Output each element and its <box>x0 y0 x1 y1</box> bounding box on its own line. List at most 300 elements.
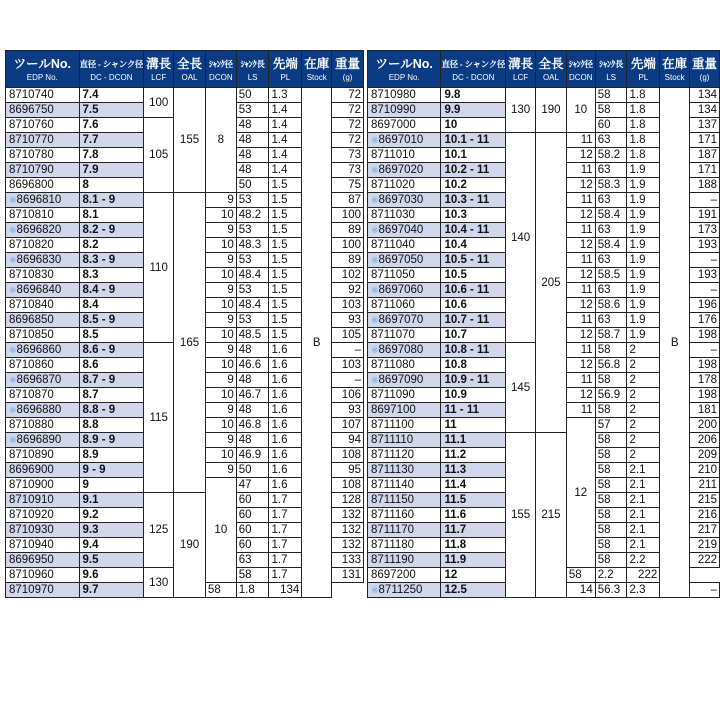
pl-cell: 2.2 <box>627 553 660 568</box>
edp-cell <box>367 148 440 163</box>
col-header-stock-label: 在庫 <box>304 56 330 71</box>
mark-symbol: ※ <box>370 285 379 295</box>
stock-cell: B <box>660 88 690 598</box>
diameter-cell: 8.4 - 9 <box>79 283 144 298</box>
ls-cell: 56.9 <box>595 388 627 403</box>
ls-cell: 48 <box>236 433 269 448</box>
edp-cell <box>367 373 440 388</box>
mark-symbol: ※ <box>370 165 379 175</box>
ls-cell: 47 <box>236 478 269 493</box>
mark-symbol: ※ <box>9 405 17 415</box>
edp-cell <box>367 553 440 568</box>
dcon-cell: 11 <box>566 283 595 298</box>
weight-cell: 134 <box>690 88 720 103</box>
table-row <box>6 88 364 103</box>
diameter-cell: 10.3 <box>441 208 506 223</box>
lcf-cell: 130 <box>506 88 536 133</box>
edp-cell <box>367 298 440 313</box>
edp-number: 8711150 <box>370 494 415 506</box>
weight-cell: 107 <box>332 418 364 433</box>
weight-cell: 211 <box>690 478 720 493</box>
spec-table-left <box>5 50 364 598</box>
pl-cell: 1.6 <box>269 388 302 403</box>
oal-cell: 205 <box>536 133 567 433</box>
dcon-cell: 9 <box>205 433 236 448</box>
diameter-cell: 7.5 <box>79 103 144 118</box>
pl-cell: 1.7 <box>269 523 302 538</box>
edp-cell <box>6 478 80 493</box>
edp-cell <box>6 328 80 343</box>
ls-cell: 63 <box>595 133 627 148</box>
diameter-cell: 10.7 - 11 <box>441 313 506 328</box>
ls-cell: 58 <box>595 88 627 103</box>
diameter-cell: 8.1 <box>79 208 144 223</box>
diameter-cell: 8.4 <box>79 298 144 313</box>
col-header-ls-label: ｼｬﾝｸ長 <box>599 58 624 69</box>
diameter-cell: 11.5 <box>441 493 506 508</box>
dcon-cell: 10 <box>205 448 236 463</box>
edp-number: 8711110 <box>370 434 414 446</box>
dcon-cell: 11 <box>566 253 595 268</box>
pl-cell: 1.8 <box>627 118 660 133</box>
pl-cell: 1.6 <box>269 463 302 478</box>
edp-number: 8697000 <box>370 119 416 131</box>
edp-number: 8711080 <box>370 359 415 371</box>
pl-cell: 1.7 <box>269 508 302 523</box>
oal-cell: 155 <box>174 88 206 193</box>
weight-cell: 217 <box>690 523 720 538</box>
col-header-stock-sub: Stock <box>664 72 685 82</box>
spec-table-right <box>367 50 720 598</box>
diameter-cell: 11.6 <box>441 508 506 523</box>
col-header-diameter-label: 直径 - シャンク径 <box>441 58 506 69</box>
diameter-cell: 9.5 <box>79 553 144 568</box>
col-header-lcf <box>144 51 174 88</box>
edp-number: 8710850 <box>9 329 54 341</box>
ls-cell: 48 <box>236 148 269 163</box>
edp-number: 8710930 <box>9 524 54 536</box>
edp-number: 8710840 <box>9 299 54 311</box>
weight-cell: 87 <box>332 193 364 208</box>
pl-cell: 1.6 <box>269 403 302 418</box>
edp-number: 8711050 <box>370 269 415 281</box>
ls-cell: 58.6 <box>595 298 627 313</box>
diameter-cell: 9.7 <box>79 583 144 598</box>
col-header-oal <box>174 51 206 88</box>
edp-number: 8696840 <box>16 284 62 296</box>
dcon-cell: 11 <box>566 193 595 208</box>
lcf-cell: 155 <box>506 433 536 598</box>
edp-number: 8711040 <box>370 239 415 251</box>
dcon-cell: 9 <box>205 223 236 238</box>
ls-cell: 58.7 <box>595 328 627 343</box>
edp-cell <box>6 208 80 223</box>
dcon-cell: 9 <box>205 343 236 358</box>
edp-number: 8711170 <box>370 524 415 536</box>
col-header-weight <box>332 51 364 88</box>
col-header-dcon-label: ｼｬﾝｸ径 <box>208 58 233 69</box>
mark-symbol: ※ <box>370 375 379 385</box>
dcon-cell: 14 <box>566 583 595 598</box>
edp-number: 8710910 <box>9 494 54 506</box>
weight-cell: – <box>690 253 720 268</box>
diameter-cell: 8.9 <box>79 448 144 463</box>
pl-cell: 2.1 <box>627 493 660 508</box>
weight-cell: 171 <box>690 163 720 178</box>
weight-cell: 187 <box>690 148 720 163</box>
edp-cell <box>367 523 440 538</box>
weight-cell: 72 <box>332 133 364 148</box>
diameter-cell: 10.2 <box>441 178 506 193</box>
weight-cell: 93 <box>332 403 364 418</box>
ls-cell: 63 <box>595 283 627 298</box>
dcon-cell: 10 <box>566 88 595 133</box>
col-header-weight-sub: (g) <box>699 72 710 82</box>
lcf-cell: 125 <box>144 493 174 568</box>
ls-cell: 58 <box>595 103 627 118</box>
edp-number: 8696830 <box>16 254 62 266</box>
edp-number: 8711070 <box>370 329 415 341</box>
mark-symbol: ※ <box>370 135 379 145</box>
edp-number: 8710870 <box>9 389 54 401</box>
weight-cell: 198 <box>690 328 720 343</box>
diameter-cell: 9.3 <box>79 523 144 538</box>
weight-cell: 89 <box>332 253 364 268</box>
diameter-cell: 10.4 <box>441 238 506 253</box>
col-header-weight-label: 重量 <box>335 56 361 71</box>
weight-cell: 193 <box>690 268 720 283</box>
edp-number: 8710990 <box>370 104 416 116</box>
edp-number: 8697010 <box>378 134 424 146</box>
ls-cell: 58 <box>595 493 627 508</box>
weight-cell: 103 <box>332 298 364 313</box>
edp-number: 8710860 <box>9 359 54 371</box>
diameter-cell: 8.3 <box>79 268 144 283</box>
weight-cell: 188 <box>690 178 720 193</box>
weight-cell: 132 <box>332 523 364 538</box>
diameter-cell: 8.5 - 9 <box>79 313 144 328</box>
diameter-cell: 11.1 <box>441 433 506 448</box>
weight-cell: 222 <box>690 553 720 568</box>
edp-number: 8697040 <box>378 224 424 236</box>
edp-number: 8711130 <box>370 464 415 476</box>
dcon-cell: 12 <box>566 388 595 403</box>
edp-number: 8710760 <box>9 119 54 131</box>
dcon-cell: 12 <box>566 418 595 568</box>
edp-number: 8697080 <box>378 344 424 356</box>
ls-cell: 50 <box>236 178 269 193</box>
edp-cell <box>6 268 80 283</box>
weight-cell: 209 <box>690 448 720 463</box>
dcon-cell: 9 <box>205 283 236 298</box>
weight-cell: 193 <box>690 238 720 253</box>
edp-number: 8711030 <box>370 209 415 221</box>
pl-cell: 1.7 <box>269 568 302 583</box>
edp-cell <box>367 178 440 193</box>
weight-cell: 137 <box>690 118 720 133</box>
col-header-lcf-label: 溝長 <box>146 56 172 71</box>
edp-cell <box>6 568 80 583</box>
ls-cell: 58.4 <box>595 208 627 223</box>
oal-cell: 190 <box>174 493 206 598</box>
pl-cell: 1.6 <box>269 343 302 358</box>
col-header-lcf-sub: LCF <box>151 72 167 82</box>
ls-cell: 48.3 <box>236 238 269 253</box>
lcf-cell: 110 <box>144 193 174 343</box>
weight-cell: 100 <box>332 208 364 223</box>
ls-cell: 58 <box>205 583 236 598</box>
lcf-cell: 145 <box>506 343 536 433</box>
mark-symbol: ※ <box>9 345 17 355</box>
diameter-cell: 11 <box>441 418 506 433</box>
pl-cell: 1.6 <box>269 358 302 373</box>
edp-number: 8710790 <box>9 164 54 176</box>
weight-cell: 134 <box>269 583 302 598</box>
col-header-pl-label: 先端 <box>630 56 656 71</box>
weight-cell: 198 <box>690 388 720 403</box>
weight-cell: 191 <box>690 208 720 223</box>
weight-cell: 93 <box>332 313 364 328</box>
edp-cell <box>6 133 80 148</box>
col-header-weight-label: 重量 <box>692 56 718 71</box>
edp-cell <box>367 133 440 148</box>
edp-cell <box>367 478 440 493</box>
col-header-weight-sub: (g) <box>342 72 353 82</box>
ls-cell: 53 <box>236 313 269 328</box>
edp-number: 8711160 <box>370 509 415 521</box>
edp-number: 8696820 <box>16 224 62 236</box>
diameter-cell: 8.7 <box>79 388 144 403</box>
edp-cell <box>367 88 440 103</box>
pl-cell: 1.4 <box>269 148 302 163</box>
weight-cell: 134 <box>690 103 720 118</box>
ls-cell: 48.4 <box>236 268 269 283</box>
edp-cell <box>6 403 80 418</box>
mark-symbol: ※ <box>370 195 379 205</box>
edp-number: 8696850 <box>9 314 54 326</box>
stock-cell: B <box>302 88 332 598</box>
dcon-cell: 10 <box>205 358 236 373</box>
edp-cell <box>6 373 80 388</box>
edp-number: 8696860 <box>16 344 62 356</box>
edp-cell <box>367 163 440 178</box>
ls-cell: 48 <box>236 403 269 418</box>
lcf-cell: 140 <box>506 133 536 343</box>
edp-number: 8710960 <box>9 569 54 581</box>
pl-cell: 1.9 <box>627 268 660 283</box>
edp-cell <box>367 343 440 358</box>
diameter-cell: 10.3 - 11 <box>441 193 506 208</box>
edp-cell <box>367 388 440 403</box>
pl-cell: 1.8 <box>627 133 660 148</box>
pl-cell: 1.4 <box>269 163 302 178</box>
ls-cell: 57 <box>595 418 627 433</box>
edp-number: 8696880 <box>16 404 62 416</box>
weight-cell: 178 <box>690 373 720 388</box>
ls-cell: 60 <box>236 538 269 553</box>
diameter-cell: 9.2 <box>79 508 144 523</box>
ls-cell: 48.2 <box>236 208 269 223</box>
lcf-cell: 105 <box>144 118 174 193</box>
diameter-cell: 8 <box>79 178 144 193</box>
weight-cell: 103 <box>332 358 364 373</box>
diameter-cell: 8.8 <box>79 418 144 433</box>
ls-cell: 58 <box>236 568 269 583</box>
edp-number: 8696810 <box>16 194 62 206</box>
ls-cell: 53 <box>236 253 269 268</box>
dcon-cell: 10 <box>205 388 236 403</box>
weight-cell: 132 <box>332 508 364 523</box>
col-header-lcf-sub: LCF <box>513 72 529 82</box>
weight-cell: 171 <box>690 133 720 148</box>
diameter-cell: 8.2 <box>79 238 144 253</box>
dcon-cell: 10 <box>205 478 236 583</box>
ls-cell: 48 <box>236 343 269 358</box>
pl-cell: 1.5 <box>269 298 302 313</box>
pl-cell: 1.5 <box>269 208 302 223</box>
dcon-cell: 12 <box>566 178 595 193</box>
pl-cell: 1.9 <box>627 298 660 313</box>
edp-cell <box>6 163 80 178</box>
diameter-cell: 10.8 - 11 <box>441 343 506 358</box>
weight-cell: 210 <box>690 463 720 478</box>
oal-cell: 165 <box>174 193 206 493</box>
pl-cell: 1.8 <box>236 583 269 598</box>
edp-number: 8710980 <box>370 89 416 101</box>
edp-cell <box>6 388 80 403</box>
header-row <box>367 51 719 88</box>
pl-cell: 1.4 <box>269 103 302 118</box>
edp-cell <box>6 493 80 508</box>
pl-cell: 2 <box>627 388 660 403</box>
diameter-cell: 10.4 - 11 <box>441 223 506 238</box>
ls-cell: 56.3 <box>595 583 627 598</box>
pl-cell: 1.5 <box>269 178 302 193</box>
lcf-cell: 115 <box>144 343 174 493</box>
weight-cell: 219 <box>690 538 720 553</box>
edp-cell <box>6 448 80 463</box>
edp-number: 8696890 <box>16 434 62 446</box>
edp-number: 8697060 <box>378 284 424 296</box>
diameter-cell: 8.8 - 9 <box>79 403 144 418</box>
pl-cell: 2.2 <box>595 568 627 583</box>
col-header-diameter <box>79 51 144 88</box>
edp-cell <box>367 463 440 478</box>
dcon-cell: 9 <box>205 403 236 418</box>
edp-cell <box>6 88 80 103</box>
weight-cell: 176 <box>690 313 720 328</box>
edp-number: 8711090 <box>370 389 415 401</box>
diameter-cell: 9 - 9 <box>79 463 144 478</box>
pl-cell: 1.9 <box>627 238 660 253</box>
weight-cell: – <box>690 283 720 298</box>
pl-cell: 2 <box>627 433 660 448</box>
ls-cell: 50 <box>236 88 269 103</box>
diameter-cell: 8.7 - 9 <box>79 373 144 388</box>
mark-symbol: ※ <box>9 375 17 385</box>
ls-cell: 56.8 <box>595 358 627 373</box>
dcon-cell: 9 <box>205 253 236 268</box>
ls-cell: 58 <box>595 478 627 493</box>
edp-number: 8710830 <box>9 269 54 281</box>
diameter-cell: 10.1 - 11 <box>441 133 506 148</box>
edp-cell <box>367 253 440 268</box>
dcon-cell: 11 <box>566 313 595 328</box>
pl-cell: 1.3 <box>269 88 302 103</box>
edp-number: 8696950 <box>9 554 54 566</box>
pl-cell: 1.9 <box>627 208 660 223</box>
edp-cell <box>6 433 80 448</box>
col-header-ls-sub: LS <box>247 72 258 82</box>
dcon-cell: 11 <box>566 403 595 418</box>
dcon-cell: 10 <box>205 268 236 283</box>
edp-cell <box>6 178 80 193</box>
oal-cell: 215 <box>536 433 567 598</box>
diameter-cell: 11.9 <box>441 553 506 568</box>
ls-cell: 58.3 <box>595 178 627 193</box>
pl-cell: 2.1 <box>627 478 660 493</box>
diameter-cell: 7.6 <box>79 118 144 133</box>
pl-cell: 1.5 <box>269 268 302 283</box>
edp-cell <box>6 103 80 118</box>
edp-cell <box>367 193 440 208</box>
ls-cell: 58.5 <box>595 268 627 283</box>
pl-cell: 1.5 <box>269 193 302 208</box>
diameter-cell: 10.2 - 11 <box>441 163 506 178</box>
dcon-cell: 12 <box>566 148 595 163</box>
col-header-ls-label: ｼｬﾝｸ長 <box>240 58 265 69</box>
ls-cell: 63 <box>595 163 627 178</box>
ls-cell: 58 <box>595 343 627 358</box>
edp-cell <box>367 448 440 463</box>
weight-cell: 196 <box>690 298 720 313</box>
weight-cell: 132 <box>332 538 364 553</box>
header-row <box>6 51 364 88</box>
diameter-cell: 9.1 <box>79 493 144 508</box>
col-header-weight <box>690 51 720 88</box>
pl-cell: 1.9 <box>627 328 660 343</box>
edp-cell <box>367 583 440 598</box>
mark-symbol: ※ <box>370 225 379 235</box>
edp-number: 8711190 <box>370 554 415 566</box>
diameter-cell: 11.3 <box>441 463 506 478</box>
diameter-cell: 11.8 <box>441 538 506 553</box>
edp-number: 8710940 <box>9 539 54 551</box>
mark-symbol: ※ <box>370 315 379 325</box>
ls-cell: 48 <box>236 373 269 388</box>
col-header-dcon <box>566 51 595 88</box>
edp-number: 8711140 <box>370 479 415 491</box>
mark-symbol: ※ <box>9 225 17 235</box>
edp-cell <box>6 223 80 238</box>
diameter-cell: 10.7 <box>441 328 506 343</box>
dcon-cell: 9 <box>205 193 236 208</box>
edp-cell <box>6 418 80 433</box>
weight-cell: 131 <box>332 568 364 583</box>
dcon-cell: 10 <box>205 298 236 313</box>
edp-cell <box>6 283 80 298</box>
pl-cell: 1.9 <box>627 193 660 208</box>
ls-cell: 58 <box>595 433 627 448</box>
col-header-pl <box>269 51 302 88</box>
diameter-cell: 7.7 <box>79 133 144 148</box>
ls-cell: 58 <box>595 463 627 478</box>
dcon-cell: 12 <box>566 328 595 343</box>
diameter-cell: 8.6 - 9 <box>79 343 144 358</box>
edp-cell <box>367 118 440 133</box>
dcon-cell: 9 <box>205 313 236 328</box>
diameter-cell: 10.9 <box>441 388 506 403</box>
